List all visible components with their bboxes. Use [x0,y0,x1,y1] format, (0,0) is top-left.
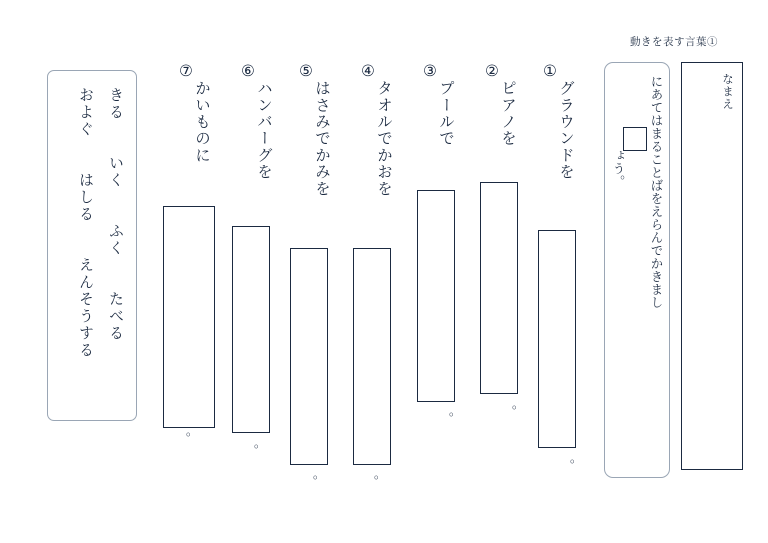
page-title: 動きを表す言葉① [630,36,718,48]
word-bank [47,70,137,421]
question-1-period: 。 [570,451,583,465]
question-6-period: 。 [254,436,267,450]
answer-box-2[interactable] [480,182,518,394]
instruction-box [604,62,670,478]
question-6-number: ⑥ [239,62,256,82]
instruction-text: にあてはまることばをえらんでかきまし [649,75,663,309]
question-4-period: 。 [374,467,387,481]
question-7-number: ⑦ [177,62,194,82]
answer-box-3[interactable] [417,190,455,402]
question-5-text: はさみでかみを [313,80,330,197]
name-field[interactable] [681,62,743,470]
question-2-period: 。 [512,397,525,411]
question-2-number: ② [483,62,500,82]
question-4-text: タオルでかおを [375,80,392,197]
question-7-period: 。 [186,424,199,438]
answer-box-5[interactable] [290,248,328,465]
word-bank-column-left: およぐ はしる えんそうする [77,87,94,359]
question-2-text: ピアノを [499,80,516,147]
question-1-number: ① [541,62,558,82]
question-6-text: ハンバーグを [255,80,272,181]
question-5-period: 。 [313,467,326,481]
question-4-number: ④ [359,62,376,82]
answer-box-7[interactable] [163,206,215,428]
question-5-number: ⑤ [297,62,314,82]
question-3-number: ③ [421,62,438,82]
question-3-period: 。 [449,404,462,418]
answer-box-1[interactable] [538,230,576,448]
word-bank-column-right: きる いく ふく たべる [107,87,124,342]
question-7-text: かいものに [193,80,210,164]
question-3-text: プールで [437,80,454,147]
question-1-text: グラウンドを [557,80,574,181]
blank-square-icon [623,127,647,151]
answer-box-4[interactable] [353,248,391,465]
instruction-text-tail: ょう。 [611,149,625,188]
answer-box-6[interactable] [232,226,270,433]
name-field-label: なまえ [721,73,733,111]
